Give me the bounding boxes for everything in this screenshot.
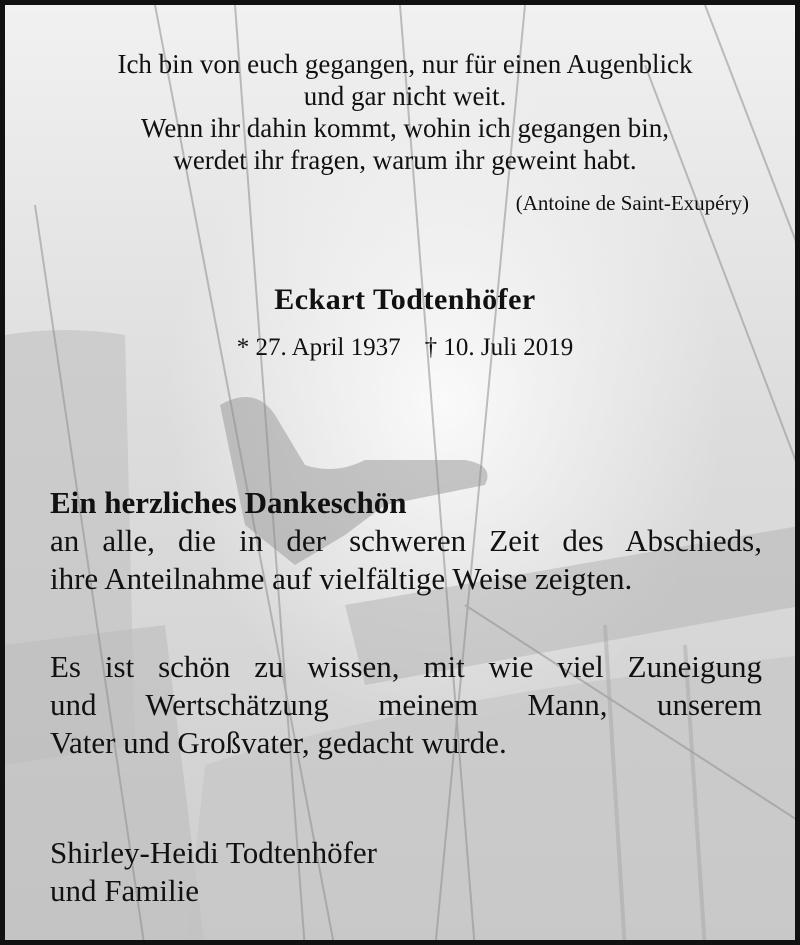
life-dates xyxy=(5,334,800,362)
deceased-name: Eckart Todtenhöfer xyxy=(274,283,536,316)
signature-line: Shirley-Heidi Todtenhöfer xyxy=(50,835,377,870)
death-date: † 10. Juli 2019 xyxy=(424,334,574,361)
message-line: Es ist schön zu wissen, mit wie viel Zuneigung xyxy=(50,649,762,684)
message-block xyxy=(50,648,762,762)
thanks-heading: Ein herzliches Dankeschön xyxy=(50,485,407,520)
quote-attribution: (Antoine de Saint-Exupéry) xyxy=(515,191,749,215)
signature-block xyxy=(50,834,762,910)
message-line: Vater und Großvater, gedacht wurde. xyxy=(50,725,507,760)
quote-line: Ich bin von euch gegangen, nur für einen Augenblick xyxy=(117,49,693,79)
thanks-line: ihre Anteilnahme auf vielfältige Weise zeigten. xyxy=(50,561,633,596)
birth-date: * 27. April 1937 xyxy=(236,334,401,361)
quote-line: werdet ihr fragen, warum ihr geweint habt. xyxy=(173,145,637,175)
signature-line: und Familie xyxy=(50,873,199,908)
thanks-block xyxy=(50,484,762,598)
thanks-line: an alle, die in der schweren Zeit des Abschieds, xyxy=(50,523,762,558)
quote-line: Wenn ihr dahin kommt, wohin ich gegangen bin, xyxy=(141,113,669,143)
quote-line: und gar nicht weit. xyxy=(303,81,507,111)
message-line: und Wertschätzung meinem Mann, unserem xyxy=(50,687,762,722)
quote-block xyxy=(5,48,800,176)
